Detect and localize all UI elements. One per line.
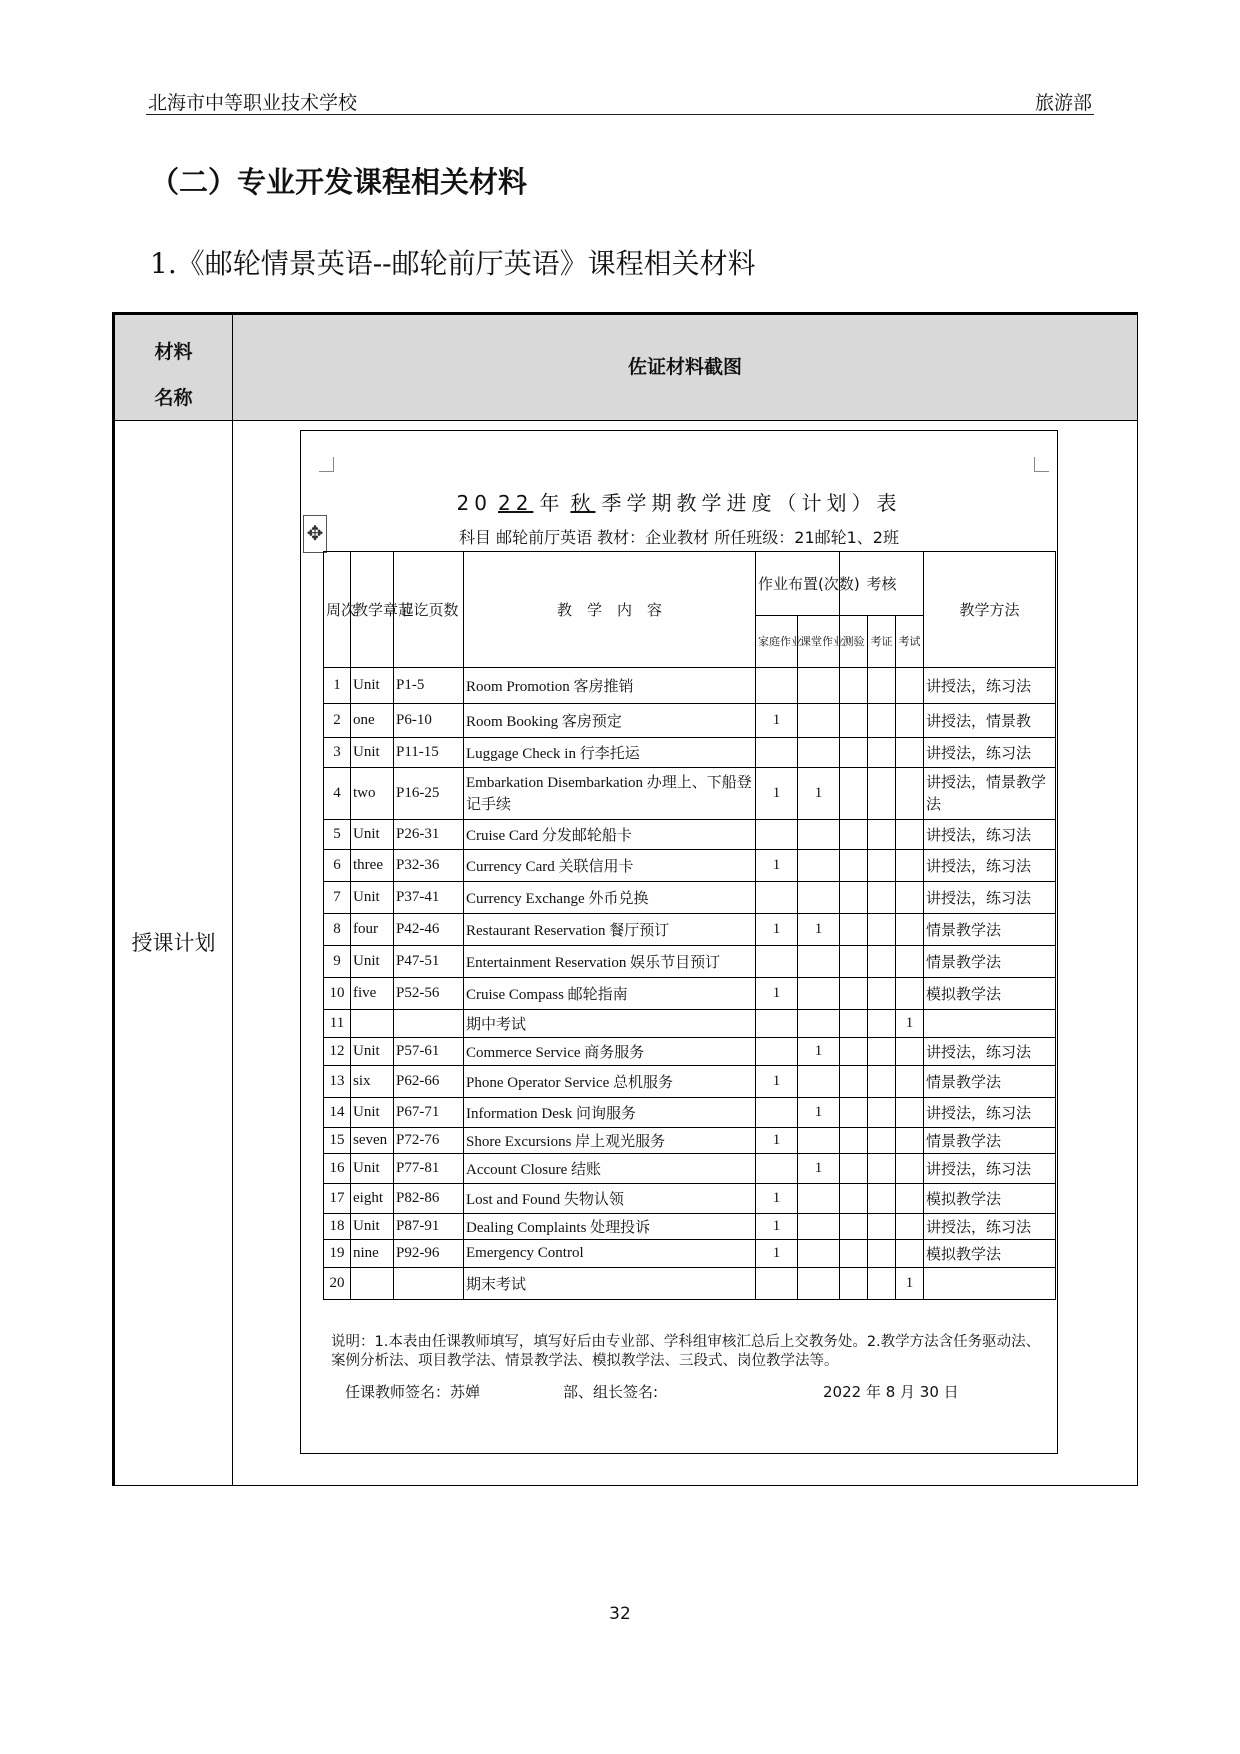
quiz-cell — [840, 704, 868, 738]
quiz-header: 测验 — [840, 616, 868, 668]
schedule-screenshot — [300, 430, 1058, 1454]
content-cell: Lost and Found 失物认领 — [464, 1184, 756, 1214]
chapter-cell: nine — [351, 1240, 394, 1268]
chapter-cell: Unit — [351, 1214, 394, 1240]
table-row — [324, 914, 1056, 946]
home-hw-cell: 1 — [756, 978, 798, 1010]
home-hw-cell — [756, 1154, 798, 1184]
table-row — [324, 738, 1056, 768]
method-cell — [924, 1010, 1056, 1038]
exam-cell: 1 — [896, 1010, 924, 1038]
class-hw-cell — [798, 1268, 840, 1300]
quiz-cell — [840, 1154, 868, 1184]
cert-cell — [868, 1240, 896, 1268]
table-row — [324, 1038, 1056, 1066]
quiz-cell — [840, 1098, 868, 1128]
home-hw-cell — [756, 1098, 798, 1128]
content-cell: 期中考试 — [464, 1010, 756, 1038]
method-cell: 讲授法，练习法 — [924, 882, 1056, 914]
exam-cell — [896, 820, 924, 850]
cert-cell — [868, 1184, 896, 1214]
schedule-note: 说明：1.本表由任课教师填写，填写好后由专业部、学科组审核汇总后上交教务处。2.教学方法含任务驱动法、案例分析法、项目教学法、情景教学法、模拟教学法、三段式、岗位教学法等。 — [331, 1334, 1041, 1369]
method-cell: 模拟教学法 — [924, 978, 1056, 1010]
chapter-cell: six — [351, 1066, 394, 1098]
cert-cell — [868, 882, 896, 914]
home-hw-cell: 1 — [756, 1184, 798, 1214]
leader-signature: 部、组长签名: — [563, 1383, 659, 1401]
method-cell: 讲授法，练习法 — [924, 850, 1056, 882]
week-header: 周次 — [324, 552, 351, 668]
content-cell: Luggage Check in 行李托运 — [464, 738, 756, 768]
method-cell: 模拟教学法 — [924, 1184, 1056, 1214]
class-hw-cell — [798, 1214, 840, 1240]
home-hw-cell — [756, 820, 798, 850]
pages-cell — [394, 1010, 464, 1038]
subsection-title: 1.《邮轮情景英语--邮轮前厅英语》课程相关材料 — [150, 247, 756, 280]
quiz-cell — [840, 1214, 868, 1240]
screenshot-header: 佐证材料截图 — [627, 356, 742, 378]
exam-cell — [896, 1098, 924, 1128]
method-cell: 讲授法，练习法 — [924, 1038, 1056, 1066]
schedule-title: 20 22 年 秋 季学期教学进度（计划）表 — [456, 491, 902, 515]
method-cell: 情景教学法 — [924, 914, 1056, 946]
week-cell: 17 — [324, 1184, 351, 1214]
class-hw-cell — [798, 882, 840, 914]
homework-header: 作业布置(次数) — [756, 552, 840, 616]
exam-cell — [896, 1184, 924, 1214]
pages-cell: P87-91 — [394, 1214, 464, 1240]
cert-header: 考证 — [868, 616, 896, 668]
chapter-cell: Unit — [351, 1154, 394, 1184]
pages-cell: P26-31 — [394, 820, 464, 850]
chapter-cell — [351, 1268, 394, 1300]
content-cell: Cruise Card 分发邮轮船卡 — [464, 820, 756, 850]
week-cell: 16 — [324, 1154, 351, 1184]
exam-cell — [896, 850, 924, 882]
method-cell: 模拟教学法 — [924, 1240, 1056, 1268]
teacher-signature: 任课教师签名：苏婵 — [345, 1383, 481, 1401]
chapter-cell: three — [351, 850, 394, 882]
cert-cell — [868, 1268, 896, 1300]
week-cell: 18 — [324, 1214, 351, 1240]
method-cell: 讲授法，情景教学法 — [924, 768, 1056, 820]
home-hw-header: 家庭作业 — [756, 616, 798, 668]
content-cell: Phone Operator Service 总机服务 — [464, 1066, 756, 1098]
method-cell: 讲授法，练习法 — [924, 738, 1056, 768]
cert-cell — [868, 946, 896, 978]
class-hw-cell — [798, 1066, 840, 1098]
week-cell: 1 — [324, 668, 351, 704]
chapter-cell: four — [351, 914, 394, 946]
table-row — [324, 1268, 1056, 1300]
week-cell: 3 — [324, 738, 351, 768]
pages-cell: P72-76 — [394, 1128, 464, 1154]
class-hw-cell — [798, 1010, 840, 1038]
home-hw-cell — [756, 668, 798, 704]
exam-cell — [896, 946, 924, 978]
table-row — [324, 1128, 1056, 1154]
content-cell: Entertainment Reservation 娱乐节目预订 — [464, 946, 756, 978]
pages-cell: P77-81 — [394, 1154, 464, 1184]
week-cell: 9 — [324, 946, 351, 978]
week-cell: 11 — [324, 1010, 351, 1038]
method-cell: 讲授法，练习法 — [924, 668, 1056, 704]
exam-cell — [896, 704, 924, 738]
week-cell: 6 — [324, 850, 351, 882]
home-hw-cell: 1 — [756, 850, 798, 882]
table-row — [324, 850, 1056, 882]
quiz-cell — [840, 1038, 868, 1066]
pages-cell: P32-36 — [394, 850, 464, 882]
pages-cell: P57-61 — [394, 1038, 464, 1066]
quiz-cell — [840, 882, 868, 914]
chapter-cell: Unit — [351, 820, 394, 850]
cert-cell — [868, 668, 896, 704]
class-hw-cell — [798, 668, 840, 704]
exam-cell — [896, 914, 924, 946]
class-hw-cell — [798, 1184, 840, 1214]
quiz-cell — [840, 1128, 868, 1154]
chapter-cell: Unit — [351, 668, 394, 704]
chapter-cell: Unit — [351, 1038, 394, 1066]
section-title: （二）专业开发课程相关材料 — [150, 165, 528, 199]
chapter-cell: one — [351, 704, 394, 738]
exam-cell — [896, 738, 924, 768]
pages-cell: P6-10 — [394, 704, 464, 738]
method-cell: 情景教学法 — [924, 946, 1056, 978]
cert-cell — [868, 978, 896, 1010]
home-hw-cell: 1 — [756, 704, 798, 738]
method-cell: 情景教学法 — [924, 1066, 1056, 1098]
exam-cell — [896, 1214, 924, 1240]
home-hw-cell: 1 — [756, 1214, 798, 1240]
exam-header: 考试 — [896, 616, 924, 668]
chapter-cell: seven — [351, 1128, 394, 1154]
chapter-cell: Unit — [351, 1098, 394, 1128]
week-cell: 12 — [324, 1038, 351, 1066]
week-cell: 4 — [324, 768, 351, 820]
exam-cell: 1 — [896, 1268, 924, 1300]
home-hw-cell: 1 — [756, 914, 798, 946]
quiz-cell — [840, 1066, 868, 1098]
table-row — [324, 1214, 1056, 1240]
home-hw-cell — [756, 1268, 798, 1300]
class-hw-cell: 1 — [798, 1098, 840, 1128]
class-hw-cell — [798, 738, 840, 768]
material-name-header: 材料 名称 — [154, 341, 193, 409]
content-cell: Account Closure 结账 — [464, 1154, 756, 1184]
table-row — [324, 1098, 1056, 1128]
exam-cell — [896, 882, 924, 914]
quiz-cell — [840, 1268, 868, 1300]
pages-cell: P82-86 — [394, 1184, 464, 1214]
corner-mark-right — [1034, 457, 1049, 472]
pages-cell: P52-56 — [394, 978, 464, 1010]
quiz-cell — [840, 850, 868, 882]
week-cell: 19 — [324, 1240, 351, 1268]
method-cell: 讲授法，练习法 — [924, 1214, 1056, 1240]
method-cell: 讲授法，练习法 — [924, 820, 1056, 850]
table-row — [324, 882, 1056, 914]
week-cell: 20 — [324, 1268, 351, 1300]
content-cell: Information Desk 问询服务 — [464, 1098, 756, 1128]
table-row — [324, 768, 1056, 820]
class-hw-cell: 1 — [798, 914, 840, 946]
content-cell: Dealing Complaints 处理投诉 — [464, 1214, 756, 1240]
table-row — [324, 668, 1056, 704]
chapter-cell: Unit — [351, 738, 394, 768]
cert-cell — [868, 1010, 896, 1038]
page-number: 32 — [609, 1604, 631, 1624]
week-cell: 15 — [324, 1128, 351, 1154]
quiz-cell — [840, 946, 868, 978]
content-cell: Cruise Compass 邮轮指南 — [464, 978, 756, 1010]
pages-cell: P11-15 — [394, 738, 464, 768]
week-cell: 8 — [324, 914, 351, 946]
assess-header: 考核 — [840, 552, 924, 616]
quiz-cell — [840, 1240, 868, 1268]
pages-cell: P67-71 — [394, 1098, 464, 1128]
material-row-label: 授课计划 — [131, 931, 216, 955]
week-cell: 14 — [324, 1098, 351, 1128]
pages-cell: P92-96 — [394, 1240, 464, 1268]
header-rule — [146, 114, 1094, 115]
home-hw-cell — [756, 946, 798, 978]
chapter-cell: eight — [351, 1184, 394, 1214]
exam-cell — [896, 978, 924, 1010]
cert-cell — [868, 1066, 896, 1098]
cert-cell — [868, 738, 896, 768]
home-hw-cell: 1 — [756, 1240, 798, 1268]
exam-cell — [896, 768, 924, 820]
pages-header: 起讫页数 — [394, 552, 464, 668]
pages-cell: P42-46 — [394, 914, 464, 946]
class-hw-cell: 1 — [798, 768, 840, 820]
class-hw-cell — [798, 704, 840, 738]
table-row — [324, 946, 1056, 978]
exam-cell — [896, 668, 924, 704]
exam-cell — [896, 1240, 924, 1268]
content-cell: Room Booking 客房预定 — [464, 704, 756, 738]
class-hw-cell — [798, 820, 840, 850]
method-cell: 讲授法，情景教 — [924, 704, 1056, 738]
content-cell: Restaurant Reservation 餐厅预订 — [464, 914, 756, 946]
cert-cell — [868, 1154, 896, 1184]
quiz-cell — [840, 768, 868, 820]
schedule-table — [323, 551, 1056, 1300]
chapter-cell: five — [351, 978, 394, 1010]
chapter-header: 教学章节 — [351, 552, 394, 668]
cert-cell — [868, 1038, 896, 1066]
home-hw-cell — [756, 882, 798, 914]
table-row — [324, 1066, 1056, 1098]
home-hw-cell — [756, 1038, 798, 1066]
home-hw-cell: 1 — [756, 1066, 798, 1098]
schedule-info: 科目 邮轮前厅英语 教材：企业教材 所任班级：21邮轮1、2班 — [459, 528, 899, 547]
quiz-cell — [840, 820, 868, 850]
week-cell: 7 — [324, 882, 351, 914]
method-cell: 讲授法，练习法 — [924, 1154, 1056, 1184]
content-cell: Currency Exchange 外币兑换 — [464, 882, 756, 914]
class-hw-cell — [798, 946, 840, 978]
chapter-cell: Unit — [351, 882, 394, 914]
cert-cell — [868, 768, 896, 820]
table-row — [324, 1010, 1056, 1038]
corner-mark-left — [319, 457, 334, 472]
pages-cell: P47-51 — [394, 946, 464, 978]
column-divider — [232, 315, 233, 1485]
content-cell: Embarkation Disembarkation 办理上、下船登记手续 — [464, 768, 756, 820]
quiz-cell — [840, 914, 868, 946]
quiz-cell — [840, 1184, 868, 1214]
week-cell: 13 — [324, 1066, 351, 1098]
method-header: 教学方法 — [924, 552, 1056, 668]
week-cell: 2 — [324, 704, 351, 738]
content-cell: Room Promotion 客房推销 — [464, 668, 756, 704]
table-row — [324, 1184, 1056, 1214]
method-cell: 情景教学法 — [924, 1128, 1056, 1154]
class-hw-cell — [798, 1240, 840, 1268]
class-hw-cell — [798, 850, 840, 882]
table-row — [324, 1240, 1056, 1268]
content-cell: Shore Excursions 岸上观光服务 — [464, 1128, 756, 1154]
table-row — [324, 704, 1056, 738]
quiz-cell — [840, 668, 868, 704]
content-cell: 期末考试 — [464, 1268, 756, 1300]
method-cell: 讲授法，练习法 — [924, 1098, 1056, 1128]
content-cell: Currency Card 关联信用卡 — [464, 850, 756, 882]
cert-cell — [868, 1128, 896, 1154]
table-row — [324, 1154, 1056, 1184]
pages-cell: P1-5 — [394, 668, 464, 704]
chapter-cell: Unit — [351, 946, 394, 978]
cert-cell — [868, 820, 896, 850]
pages-cell — [394, 1268, 464, 1300]
exam-cell — [896, 1154, 924, 1184]
class-hw-header: 课堂作业 — [798, 616, 840, 668]
home-hw-cell — [756, 1010, 798, 1038]
quiz-cell — [840, 1010, 868, 1038]
class-hw-cell: 1 — [798, 1038, 840, 1066]
page-header-school: 北海市中等职业技术学校 — [148, 92, 358, 114]
class-hw-cell — [798, 1128, 840, 1154]
quiz-cell — [840, 978, 868, 1010]
method-cell — [924, 1268, 1056, 1300]
exam-cell — [896, 1038, 924, 1066]
table-move-handle-icon: ✥ — [303, 515, 327, 553]
evidence-table-header — [115, 315, 1137, 421]
cert-cell — [868, 704, 896, 738]
pages-cell: P16-25 — [394, 768, 464, 820]
cert-cell — [868, 914, 896, 946]
pages-cell: P62-66 — [394, 1066, 464, 1098]
table-row — [324, 820, 1056, 850]
week-cell: 10 — [324, 978, 351, 1010]
home-hw-cell — [756, 738, 798, 768]
exam-cell — [896, 1066, 924, 1098]
content-header: 教 学 内 容 — [464, 552, 756, 668]
class-hw-cell: 1 — [798, 1154, 840, 1184]
chapter-cell — [351, 1010, 394, 1038]
cert-cell — [868, 1214, 896, 1240]
home-hw-cell: 1 — [756, 1128, 798, 1154]
chapter-cell: two — [351, 768, 394, 820]
home-hw-cell: 1 — [756, 768, 798, 820]
exam-cell — [896, 1128, 924, 1154]
quiz-cell — [840, 738, 868, 768]
table-row — [324, 978, 1056, 1010]
week-cell: 5 — [324, 820, 351, 850]
page-header-department: 旅游部 — [1034, 92, 1092, 114]
content-cell: Commerce Service 商务服务 — [464, 1038, 756, 1066]
pages-cell: P37-41 — [394, 882, 464, 914]
cert-cell — [868, 1098, 896, 1128]
class-hw-cell — [798, 978, 840, 1010]
sign-date: 2022 年 8 月 30 日 — [823, 1383, 959, 1401]
cert-cell — [868, 850, 896, 882]
content-cell: Emergency Control — [464, 1240, 756, 1268]
